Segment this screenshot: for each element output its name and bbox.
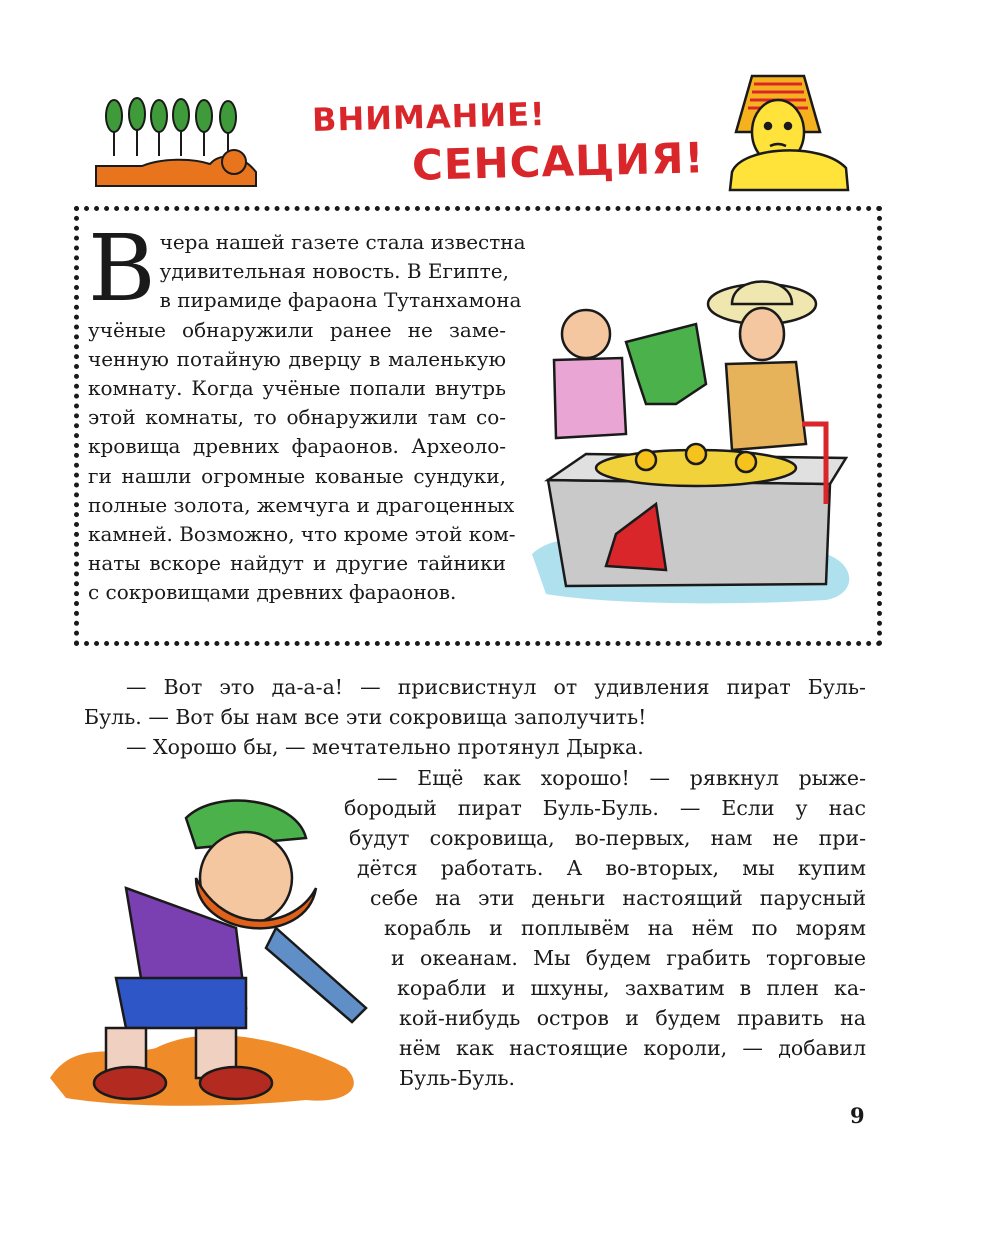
drop-cap: В (88, 215, 156, 322)
story-line: Буль-Буль. (399, 1066, 516, 1090)
article-line: в пирамиде фараона Тутанхамона (159, 288, 522, 313)
article-line: чера нашей газете стала известна (159, 230, 526, 254)
pirate-illustration (46, 778, 372, 1108)
news-article-text (88, 215, 526, 608)
sphinx-icon (730, 76, 848, 190)
trees-illustration (92, 94, 258, 192)
article-line: наты вскоре найдут и другие тайники (88, 551, 506, 576)
article-line: с сокровищами древних фараонов. (88, 580, 457, 605)
story-line: корабли и шхуны, захватим в плен ка- (397, 976, 866, 1000)
article-line: учёные обнаружили ранее не заме- (88, 317, 506, 342)
story-line: и океанам. Мы будем грабить торговые (391, 946, 866, 970)
story-line: корабль и поплывём на нём по морям (384, 916, 866, 940)
story-line: дётся работать. А во-вторых, мы купим (357, 856, 866, 880)
article-line: кровища древних фараонов. Археоло- (88, 434, 506, 459)
helper-man-icon (554, 310, 626, 438)
story-line: Буль. — Вот бы нам все эти сокровища заполучить! (84, 705, 647, 729)
archaeologists-illustration (526, 254, 862, 606)
headline-sensation: СЕНСАЦИЯ! (411, 133, 706, 190)
article-line: этой комнаты, то обнаружили там со- (88, 405, 506, 430)
pirate-icon (94, 801, 366, 1099)
resting-figure-icon (96, 150, 256, 186)
article-line: удивительная новость. В Египте, (159, 259, 509, 284)
story-line: будут сокровища, во-первых, нам не при- (349, 826, 866, 850)
sphinx-illustration (722, 72, 856, 196)
story-text-wrapped (344, 763, 866, 1093)
striped-garment (626, 324, 706, 404)
page-number: 9 (850, 1103, 865, 1128)
story-line: нём как настоящие короли, — добавил (399, 1036, 866, 1060)
article-line: ги нашли огромные кованые сундуки, (88, 463, 506, 488)
story-line: — Хорошо бы, — мечтательно протянул Дырка. (126, 735, 644, 759)
story-line: — Вот это да-а-а! — присвистнул от удивления пират Буль- (126, 675, 866, 699)
article-line: полные золота, жемчуга и драгоценных (88, 492, 515, 517)
headline-attention: ВНИМАНИЕ! (311, 94, 547, 140)
story-line: кой-нибудь остров и будем править на (399, 1006, 866, 1030)
story-line: бородый пират Буль-Буль. — Если у нас (344, 796, 866, 820)
story-text-full (84, 672, 866, 762)
archaeologist-with-pith-helmet-icon (708, 282, 816, 451)
story-line: себе на эти деньги настоящий парусный (370, 886, 866, 910)
article-line: ченную потайную дверцу в маленькую (88, 346, 506, 371)
treasure-chest-icon (548, 444, 846, 586)
article-line: комнату. Когда учёные попали внутрь (88, 376, 506, 401)
trees-icon (106, 98, 236, 156)
story-line: — Ещё как хорошо! — рявкнул рыже- (377, 766, 866, 790)
article-line: камней. Возможно, что кроме этой ком- (88, 522, 516, 547)
